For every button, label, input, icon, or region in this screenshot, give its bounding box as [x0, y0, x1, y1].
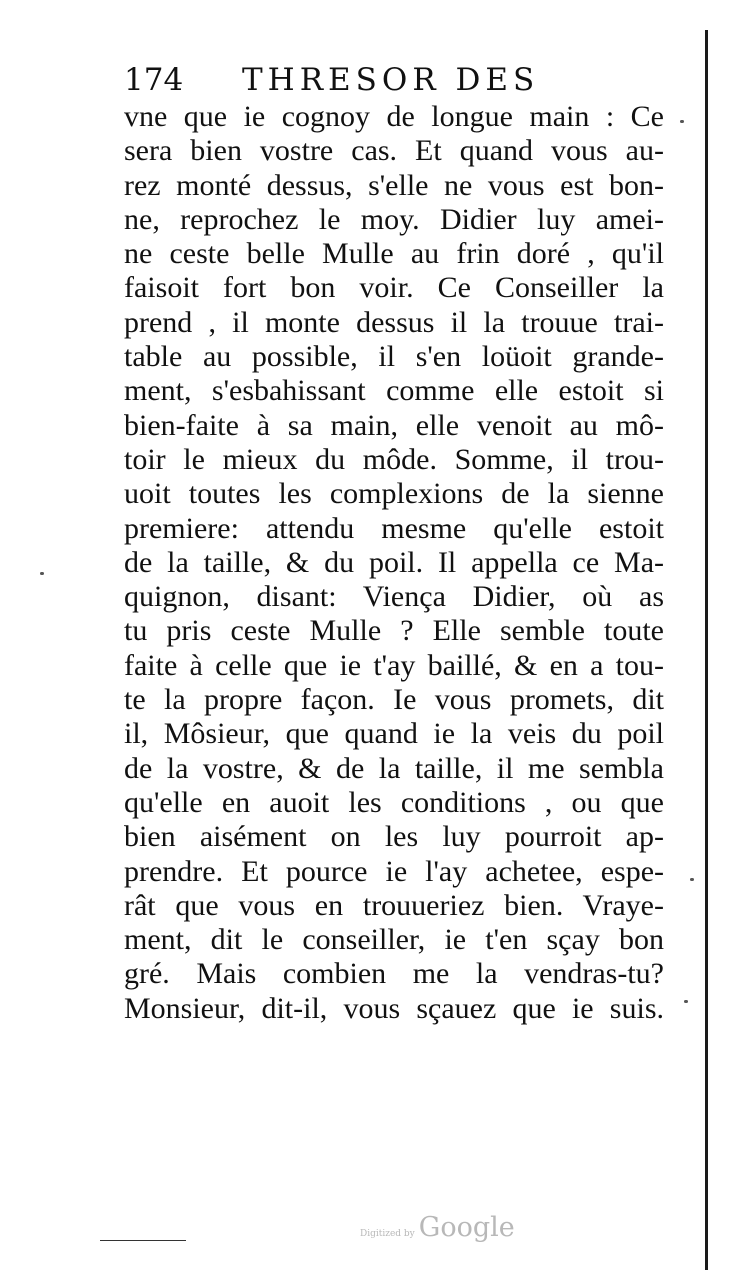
text-line: prendre. Et pource ie l'ay achetee, espe- [124, 854, 664, 888]
body-text [124, 100, 664, 1026]
text-line: bien-faite à sa main, elle venoit au mô- [124, 408, 664, 442]
text-line: sera bien vostre cas. Et quand vous au- [124, 134, 664, 168]
bottom-rule [100, 1240, 186, 1241]
text-line: prend , il monte dessus il la trouue trai- [124, 305, 664, 339]
scan-speck [684, 1000, 688, 1003]
watermark-caption: Digitized by [360, 1229, 415, 1239]
text-line: ment, s'esbahissant comme elle estoit si [124, 374, 664, 408]
text-line: tu pris ceste Mulle ? Elle semble toute [124, 614, 664, 648]
text-line: de la taille, & du poil. Il appella ce Ma- [124, 545, 664, 579]
google-logo: Google [418, 1212, 515, 1243]
text-line: vne que ie cognoy de longue main : Ce [124, 100, 664, 133]
scan-speck [40, 572, 44, 575]
text-line: de la vostre, & de la taille, il me sembla [124, 751, 664, 785]
text-line: table au possible, il s'en loüoit grande- [124, 340, 664, 374]
text-line: qu'elle en auoit les conditions , ou que [124, 785, 664, 819]
text-line: te la propre façon. Ie vous promets, dit [124, 683, 664, 717]
scan-speck [690, 878, 694, 881]
text-line: Monsieur, dit-il, vous sçauez que ie suis. [124, 991, 664, 1025]
text-line: il, Môsieur, que quand ie la veis du poil [124, 717, 664, 751]
text-line: ne ceste belle Mulle au frin doré , qu'il [124, 237, 664, 271]
scan-speck [680, 120, 684, 123]
page-edge-line [705, 30, 708, 1270]
text-line: uoit toutes les complexions de la sienne [124, 477, 664, 511]
text-line: quignon, disant: Viença Didier, où as [124, 580, 664, 614]
text-line: bien aisément on les luy pourroit ap- [124, 820, 664, 854]
text-line: faite à celle que ie t'ay baillé, & en a tou- [124, 648, 664, 682]
running-head: THRESOR DES [242, 62, 540, 98]
text-line: toir le mieux du môde. Somme, il trou- [124, 442, 664, 476]
text-line: ne, reprochez le moy. Didier luy amei- [124, 202, 664, 236]
text-line: rât que vous en trouueriez bien. Vraye- [124, 888, 664, 922]
text-line: faisoit fort bon voir. Ce Conseiller la [124, 271, 664, 305]
text-line: premiere: attendu mesme qu'elle estoit [124, 511, 664, 545]
text-line: ment, dit le conseiller, ie t'en sçay bon [124, 923, 664, 957]
text-line: rez monté dessus, s'elle ne vous est bon- [124, 168, 664, 202]
page-header [124, 58, 684, 102]
digitized-by-google-watermark [360, 1212, 515, 1243]
page-number: 174 [124, 62, 184, 98]
text-line: gré. Mais combien me la vendras-tu? [124, 957, 664, 991]
